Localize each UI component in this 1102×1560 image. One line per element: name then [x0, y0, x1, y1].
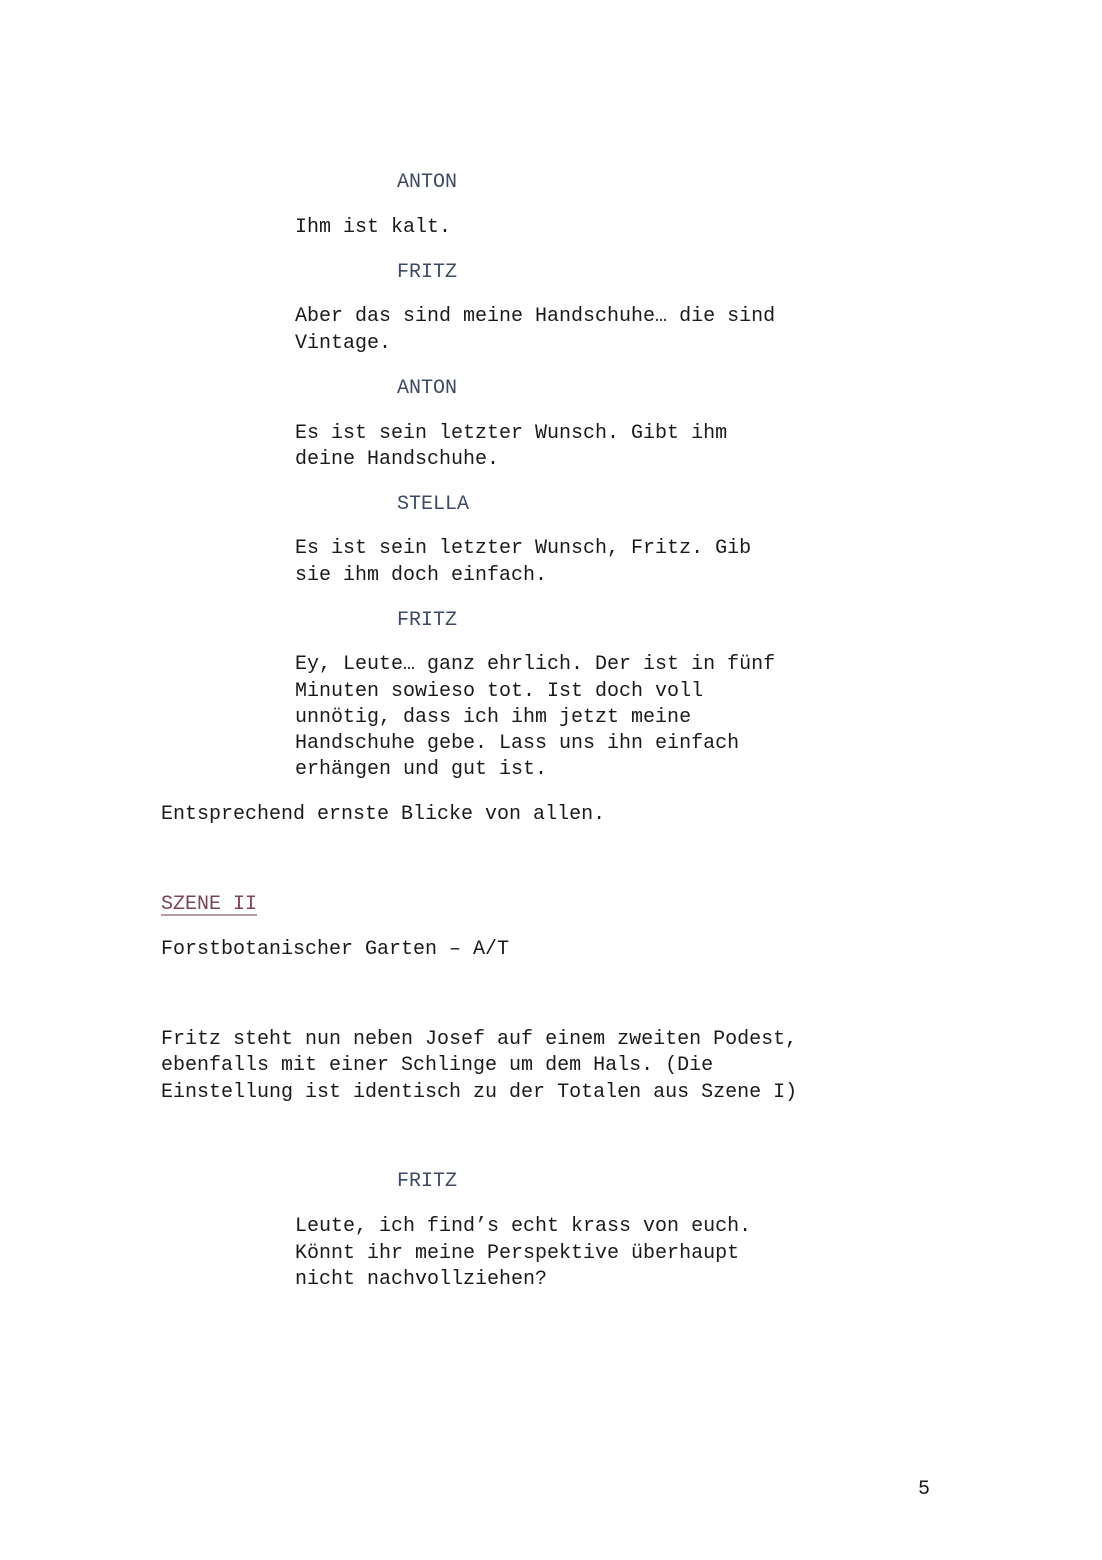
- scene-location: Forstbotanischer Garten – A/T: [161, 938, 510, 961]
- dialogue-line: Ey, Leute… ganz ehrlich. Der ist in fünf: [295, 653, 776, 676]
- action-line: Entsprechend ernste Blicke von allen.: [161, 803, 606, 826]
- dialogue-line: deine Handschuhe.: [295, 448, 500, 471]
- action-line: Einstellung ist identisch zu der Totalen aus Szene I): [161, 1081, 798, 1104]
- page-number: 5: [918, 1478, 931, 1501]
- character-name-stella: STELLA: [397, 493, 470, 516]
- dialogue-line: Vintage.: [295, 332, 392, 355]
- dialogue-line: Ihm ist kalt.: [295, 216, 452, 239]
- dialogue-line: nicht nachvollziehen?: [295, 1268, 548, 1291]
- character-name-fritz: FRITZ: [397, 1170, 458, 1193]
- scene-heading: SZENE II: [161, 893, 258, 916]
- dialogue-line: unnötig, dass ich ihm jetzt meine: [295, 706, 692, 729]
- dialogue-line: Es ist sein letzter Wunsch, Fritz. Gib: [295, 537, 752, 560]
- dialogue-line: Handschuhe gebe. Lass uns ihn einfach: [295, 732, 740, 755]
- character-name-anton: ANTON: [397, 171, 458, 194]
- character-name-anton: ANTON: [397, 377, 458, 400]
- dialogue-line: Minuten sowieso tot. Ist doch voll: [295, 680, 704, 703]
- action-line: ebenfalls mit einer Schlinge um dem Hals. (Die: [161, 1054, 714, 1077]
- dialogue-line: erhängen und gut ist.: [295, 758, 548, 781]
- dialogue-line: sie ihm doch einfach.: [295, 564, 548, 587]
- dialogue-line: Könnt ihr meine Perspektive überhaupt: [295, 1242, 740, 1265]
- action-line: Fritz steht nun neben Josef auf einem zweiten Podest,: [161, 1028, 798, 1051]
- character-name-fritz: FRITZ: [397, 261, 458, 284]
- character-name-fritz: FRITZ: [397, 609, 458, 632]
- dialogue-line: Es ist sein letzter Wunsch. Gibt ihm: [295, 422, 728, 445]
- dialogue-line: Aber das sind meine Handschuhe… die sind: [295, 305, 776, 328]
- dialogue-line: Leute, ich find’s echt krass von euch.: [295, 1215, 752, 1238]
